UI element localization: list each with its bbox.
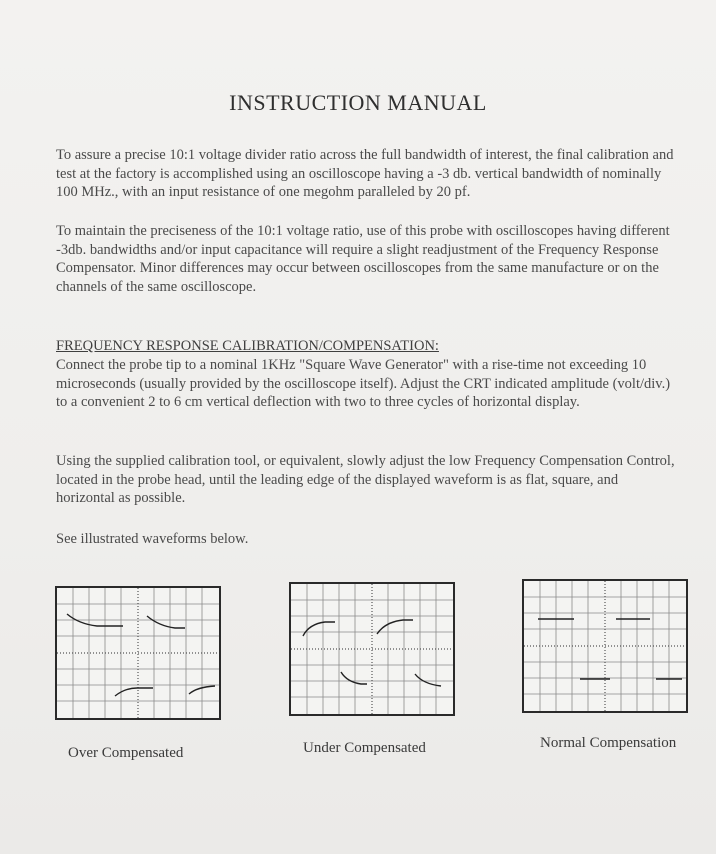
paragraph-factory-calibration: To assure a precise 10:1 voltage divider ratio across the full bandwidth of interest, the final calibration and test at the factory is accomplished using an oscilloscope having a -3 db. vertical bandwidth of nominally 100 MHz., with an input resistance of one megohm paralleled by 20 pf. (56, 147, 674, 200)
waveform-under-compensated (291, 584, 453, 714)
scope-under-compensated (289, 582, 455, 716)
caption-under-compensated: Under Compensated (303, 740, 426, 756)
paragraph-adjust-compensation: Using the supplied calibration tool, or equivalent, slowly adjust the low Frequency Compensation Control, located in the probe head, until the leading edge of the displayed waveform is as flat, square, and horizontal as possible. (56, 453, 675, 506)
caption-normal-compensation: Normal Compensation (540, 735, 677, 751)
section-heading: FREQUENCY RESPONSE CALIBRATION/COMPENSATION: (56, 338, 439, 354)
paragraph-voltage-ratio: To maintain the preciseness of the 10:1 voltage ratio, use of this probe with oscilloscopes having different -3db. bandwidths and/or input capacitance will require a slight readjustment of the Frequency Response Compensator. Minor differences may occur between oscilloscopes from the same manufacture or on the channels of the same oscilloscope. (56, 223, 670, 295)
scope-normal-compensation (522, 579, 688, 713)
page-title: INSTRUCTION MANUAL (229, 90, 487, 115)
caption-over-compensated: Over Compensated (68, 745, 184, 761)
paragraph-connect-probe: Connect the probe tip to a nominal 1KHz "Square Wave Generator" with a rise-time not exceeding 10 microseconds (usually provided by the oscilloscope itself). Adjust the CRT indicated amplitude (volt/div.) to a convenient 2 to 6 cm vertical deflection with two to three cycles of horizontal display. (56, 357, 671, 410)
waveform-normal-compensation (524, 581, 686, 711)
paragraph-see-waveforms: See illustrated waveforms below. (56, 531, 249, 547)
waveform-over-compensated (57, 588, 219, 718)
scope-over-compensated (55, 586, 221, 720)
